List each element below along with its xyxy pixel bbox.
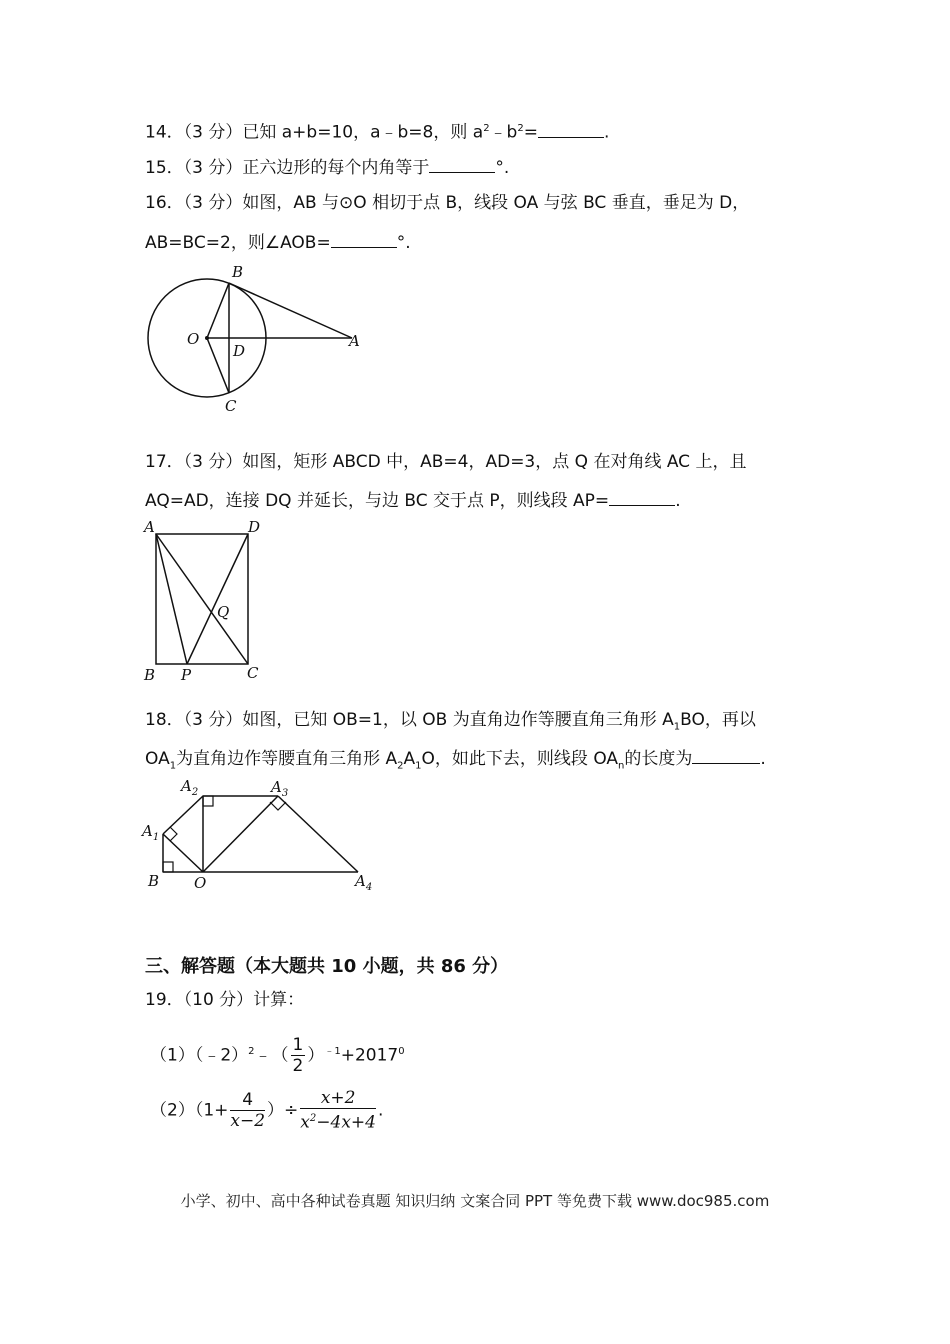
q18-line2-sub2: 2 — [397, 760, 404, 772]
q17-rectangle-figure — [140, 516, 280, 686]
segment-a1o — [163, 834, 203, 872]
q14-sup1: 2 — [483, 123, 490, 134]
q18-triangles-figure — [140, 774, 390, 894]
q17-answer-blank[interactable] — [609, 487, 675, 506]
right-angle-a2 — [203, 796, 213, 806]
label-a2: $A_2$ — [181, 777, 199, 798]
q18-line1-sub: 1 — [673, 721, 681, 733]
q17-line1: （3 分）如图，矩形 ABCD 中，AB=4，AD=3，点 Q 在对角线 AC 上，且 — [183, 452, 747, 472]
q15-answer-blank[interactable] — [429, 154, 495, 173]
q18-line2-c: A — [403, 749, 416, 769]
label-b: B — [232, 263, 244, 281]
q14-text-c: = — [523, 122, 538, 143]
segment-a3o — [203, 796, 278, 872]
q19-part2 — [150, 1088, 383, 1133]
label-a: A — [349, 332, 360, 350]
q17-end: . — [675, 491, 681, 511]
q19-p1-sup-a: 2 — [248, 1046, 255, 1057]
center-point — [205, 336, 209, 340]
q14-sup2: 2 — [517, 123, 524, 134]
question-15 — [145, 154, 509, 180]
q14-answer-blank[interactable] — [538, 119, 604, 138]
q18-line2-b: 为直角边作等腰直角三角形 A — [176, 749, 398, 769]
segment-ap — [156, 534, 187, 664]
q18-line2-e: 的长度为 — [624, 749, 693, 769]
q15-end: °. — [495, 158, 510, 178]
right-angle-b — [163, 862, 173, 872]
q19-p2-end: . — [377, 1100, 384, 1121]
label-a1: $A_1$ — [142, 822, 160, 843]
question-18-line1 — [145, 708, 756, 739]
q14-number: 14． — [145, 122, 184, 143]
segment-a3a4 — [278, 796, 358, 872]
q18-line2-sub1: 1 — [169, 760, 177, 772]
q19-p1-sup-c: ﹣1 — [324, 1046, 341, 1057]
q19-p1-b: ﹣（ — [254, 1045, 289, 1066]
q19-p1-c: ） — [307, 1045, 325, 1066]
q19-p2-b: ）÷ — [267, 1100, 299, 1121]
q18-line2-sub4: n — [618, 760, 625, 772]
q19-p2-fraction2 — [300, 1088, 376, 1133]
q18-line1-end: BO，再以 — [680, 710, 756, 730]
label-a3: $A_3$ — [271, 778, 289, 799]
q19-p2-frac1-den: x−2 — [230, 1110, 266, 1131]
footer-text: 小学、初中、高中各种试卷真题 知识归纳 文案合同 PPT 等免费下载 www.doc985.com — [180, 1192, 770, 1210]
q19-p1-label: （1） — [150, 1045, 195, 1066]
segment-ob — [207, 283, 229, 338]
q18-line2-a: OA — [145, 749, 170, 769]
q16-circle-figure — [140, 260, 380, 420]
q19-p2-frac1-num: 4 — [230, 1090, 265, 1111]
diagonal-ac — [156, 534, 248, 664]
q18-line2-d: O，如此下去，则线段 OA — [421, 749, 619, 769]
q19-p2-fraction1 — [230, 1090, 265, 1131]
q18-answer-blank[interactable] — [692, 745, 760, 764]
segment-ab — [229, 283, 352, 338]
q16-answer-blank[interactable] — [331, 229, 397, 248]
segment-oc — [207, 338, 229, 393]
question-16-line2 — [145, 229, 411, 255]
q19-text: （10 分）计算： — [183, 990, 305, 1010]
q18-end: . — [760, 749, 766, 769]
q19-p1-a: （﹣2） — [194, 1045, 249, 1066]
q19-p1-d: +2017 — [340, 1045, 399, 1066]
label-q: Q — [217, 603, 230, 621]
label-a: A — [144, 518, 155, 536]
question-17-line1 — [145, 450, 746, 474]
q19-part1 — [150, 1030, 405, 1078]
q16-end: °. — [396, 233, 411, 253]
q18-line1: （3 分）如图，已知 OB=1，以 OB 为直角边作等腰直角三角形 A — [183, 710, 674, 730]
q17-number: 17． — [145, 452, 184, 472]
label-d: D — [233, 342, 246, 360]
label-o: O — [187, 330, 200, 348]
q18-line2-sub3: 1 — [415, 760, 422, 772]
label-p: P — [181, 666, 192, 684]
q19-p1-frac-den: 2 — [292, 1056, 304, 1077]
q19-p2-frac2-den: $x^2-4x+4$ — [300, 1112, 376, 1133]
q19-p2-frac2-num: x+2 — [300, 1088, 376, 1109]
label-c: C — [247, 664, 259, 682]
q14-text-a: （3 分）已知 a+b=10，a﹣b=8，则 a — [183, 122, 484, 143]
question-14 — [145, 117, 609, 145]
q16-number: 16． — [145, 193, 184, 213]
q14-end: . — [603, 122, 610, 143]
label-b: B — [148, 872, 160, 890]
label-o: O — [194, 874, 207, 892]
section-title: 三、解答题（本大题共 10 小题，共 86 分） — [145, 956, 509, 977]
q17-line2: AQ=AD，连接 DQ 并延长，与边 BC 交于点 P，则线段 AP= — [145, 491, 610, 511]
q16-line1: （3 分）如图，AB 与⊙O 相切于点 B，线段 OA 与弦 BC 垂直，垂足为 D， — [183, 193, 750, 213]
question-19 — [145, 988, 304, 1012]
q15-text: （3 分）正六边形的每个内角等于 — [183, 158, 430, 178]
q19-p1-frac-num: 1 — [292, 1035, 304, 1056]
q19-p2-a: （1+ — [194, 1100, 229, 1121]
question-16-line1 — [145, 191, 749, 215]
label-d: D — [248, 518, 261, 536]
q16-line2: AB=BC=2，则∠AOB= — [145, 233, 331, 253]
q14-text-b: ﹣b — [489, 122, 518, 143]
q18-number: 18． — [145, 710, 184, 730]
segment-dp — [187, 534, 248, 664]
q19-p1-sup-d: 0 — [398, 1046, 405, 1057]
q19-p1-fraction — [291, 1035, 306, 1076]
q19-number: 19． — [145, 990, 184, 1010]
question-17-line2 — [145, 487, 681, 513]
right-angle-a3 — [270, 802, 286, 810]
q15-number: 15． — [145, 158, 184, 178]
right-angle-a1 — [170, 827, 177, 841]
q19-p2-label: （2） — [150, 1100, 195, 1121]
label-c: C — [225, 397, 237, 415]
label-a4: $A_4$ — [355, 872, 373, 893]
label-b: B — [144, 666, 156, 684]
segment-a1a2 — [163, 796, 203, 834]
